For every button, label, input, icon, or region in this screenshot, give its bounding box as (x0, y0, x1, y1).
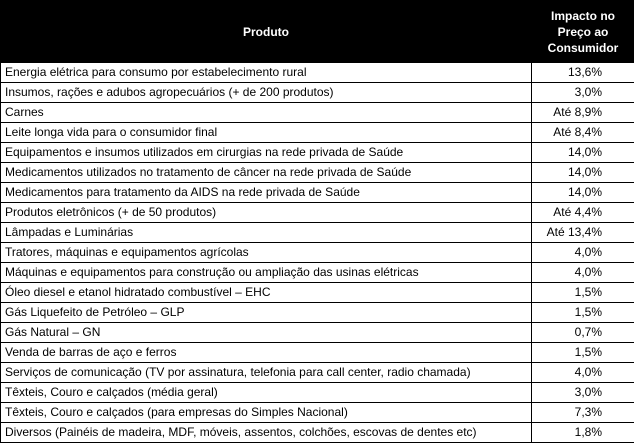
cell-impact: Até 8,9% (532, 103, 634, 123)
cell-impact: 7,3% (532, 403, 634, 423)
cell-impact: 4,0% (532, 363, 634, 383)
table-row (1, 303, 634, 323)
cell-product: Equipamentos e insumos utilizados em cirurgias na rede privada de Saúde (1, 143, 532, 163)
cell-impact: 3,0% (532, 383, 634, 403)
cell-impact: 14,0% (532, 163, 634, 183)
cell-impact: Até 13,4% (532, 223, 634, 243)
table-row (1, 223, 634, 243)
table-row (1, 343, 634, 363)
table-row (1, 203, 634, 223)
table-row (1, 103, 634, 123)
cell-product: Medicamentos para tratamento da AIDS na rede privada de Saúde (1, 183, 532, 203)
cell-impact: 3,0% (532, 83, 634, 103)
table-row (1, 383, 634, 403)
cell-impact: 1,5% (532, 343, 634, 363)
table-header (1, 1, 634, 63)
cell-product: Tratores, máquinas e equipamentos agrícolas (1, 243, 532, 263)
table-row (1, 323, 634, 343)
cell-impact: 1,8% (532, 423, 634, 443)
cell-product: Leite longa vida para o consumidor final (1, 123, 532, 143)
cell-product: Insumos, rações e adubos agropecuários (+ de 200 produtos) (1, 83, 532, 103)
cell-impact: 1,5% (532, 303, 634, 323)
cell-impact: Até 4,4% (532, 203, 634, 223)
cell-product: Óleo diesel e etanol hidratado combustível – EHC (1, 283, 532, 303)
table-row (1, 63, 634, 83)
table-row (1, 283, 634, 303)
table-row (1, 363, 634, 383)
cell-product: Diversos (Painéis de madeira, MDF, móveis, assentos, colchões, escovas de dentes etc) (1, 423, 532, 443)
header-impact: Impacto no Preço ao Consumidor (532, 1, 634, 63)
cell-product: Serviços de comunicação (TV por assinatura, telefonia para call center, radio chamada) (1, 363, 532, 383)
cell-product: Medicamentos utilizados no tratamento de câncer na rede privada de Saúde (1, 163, 532, 183)
cell-product: Carnes (1, 103, 532, 123)
cell-product: Gás Natural – GN (1, 323, 532, 343)
cell-impact: 13,6% (532, 63, 634, 83)
table-row (1, 143, 634, 163)
cell-product: Produtos eletrônicos (+ de 50 produtos) (1, 203, 532, 223)
cell-impact: 14,0% (532, 143, 634, 163)
table-row (1, 183, 634, 203)
table-row (1, 403, 634, 423)
cell-impact: 0,7% (532, 323, 634, 343)
cell-product: Máquinas e equipamentos para construção ou ampliação das usinas elétricas (1, 263, 532, 283)
cell-product: Têxteis, Couro e calçados (para empresas do Simples Nacional) (1, 403, 532, 423)
table-row (1, 123, 634, 143)
cell-impact: 1,5% (532, 283, 634, 303)
cell-product: Gás Liquefeito de Petróleo – GLP (1, 303, 532, 323)
table-row (1, 83, 634, 103)
header-product: Produto (1, 1, 532, 63)
table-body (1, 63, 634, 443)
cell-product: Lâmpadas e Luminárias (1, 223, 532, 243)
cell-product: Energia elétrica para consumo por estabelecimento rural (1, 63, 532, 83)
cell-impact: 4,0% (532, 243, 634, 263)
table-row (1, 263, 634, 283)
header-row (1, 1, 634, 63)
table-row (1, 243, 634, 263)
table-row (1, 163, 634, 183)
cell-product: Venda de barras de aço e ferros (1, 343, 532, 363)
table-row (1, 423, 634, 443)
cell-product: Têxteis, Couro e calçados (média geral) (1, 383, 532, 403)
cell-impact: 4,0% (532, 263, 634, 283)
cell-impact: Até 8,4% (532, 123, 634, 143)
cell-impact: 14,0% (532, 183, 634, 203)
